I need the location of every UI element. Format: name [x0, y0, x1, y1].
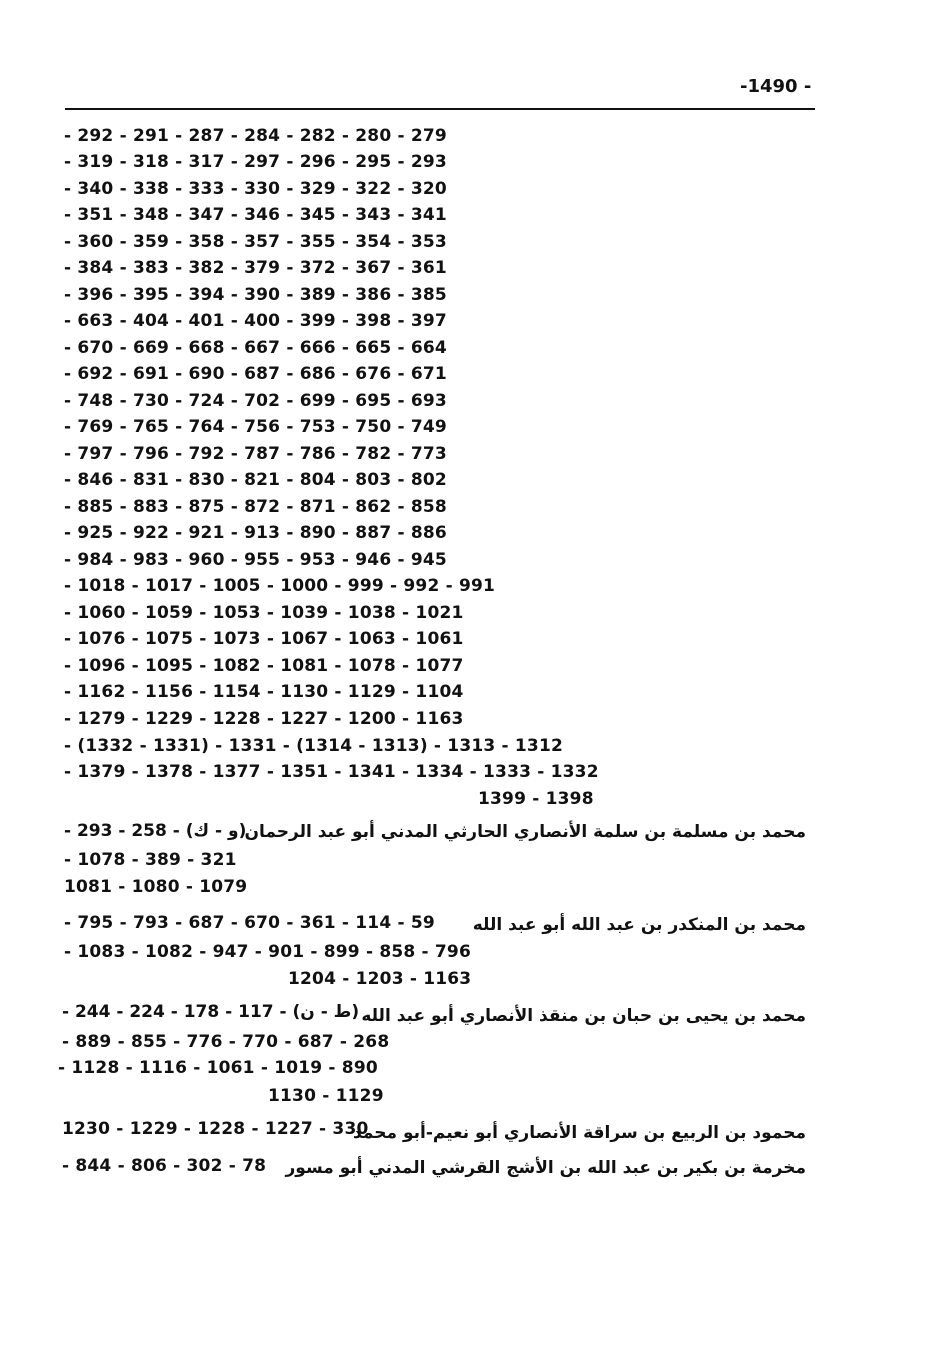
- narrator-name: مخرمة بن بكير بن عبد الله بن الأشج القرشي المدني أبو مسور: [285, 1158, 806, 1178]
- narrator-name: محمد بن يحيى بن حبان بن منقذ الأنصاري أبو عبد الله: [361, 1006, 806, 1026]
- number-line: 1204 - 1203 - 1163: [288, 969, 472, 989]
- number-line: - 340 - 338 - 333 - 330 - 329 - 322 - 320: [64, 179, 447, 199]
- number-line: - 244 - 224 - 178 - 117 - (ط - ن): [62, 1002, 360, 1022]
- number-line: - 692 - 691 - 690 - 687 - 686 - 676 - 671: [64, 364, 447, 384]
- narrator-name: محمود بن الربيع بن سراقة الأنصاري أبو نعيم-أبو محمد: [353, 1123, 806, 1143]
- number-line: - 984 - 983 - 960 - 955 - 953 - 946 - 945: [64, 550, 447, 570]
- number-line: 1130 - 1129: [268, 1086, 384, 1106]
- number-line: - 292 - 291 - 287 - 284 - 282 - 280 - 279: [64, 126, 447, 146]
- narrator-name: محمد بن المنكدر بن عبد الله أبو عبد الله: [472, 915, 806, 935]
- number-line: - (1332 - 1331) - 1331 - (1314 - 1313) - 1313 - 1312: [64, 736, 564, 756]
- number-line: 1230 - 1229 - 1228 - 1227 - 330: [62, 1119, 369, 1139]
- number-line: - 797 - 796 - 792 - 787 - 786 - 782 - 773: [64, 444, 447, 464]
- number-line: - 670 - 669 - 668 - 667 - 666 - 665 - 664: [64, 338, 447, 358]
- number-line: - 319 - 318 - 317 - 297 - 296 - 295 - 293: [64, 152, 447, 172]
- number-line: - 384 - 383 - 382 - 379 - 372 - 367 - 361: [64, 258, 447, 278]
- number-line: - 1128 - 1116 - 1061 - 1019 - 890: [58, 1058, 378, 1078]
- narrator-name: محمد بن مسلمة بن سلمة الأنصاري الحارثي المدني أبو عبد الرحمان: [244, 822, 806, 842]
- number-line: 1399 - 1398: [478, 789, 594, 809]
- number-line: - 360 - 359 - 358 - 357 - 355 - 354 - 353: [64, 232, 447, 252]
- number-line: - 925 - 922 - 921 - 913 - 890 - 887 - 886: [64, 523, 447, 543]
- number-line: - 1076 - 1075 - 1073 - 1067 - 1063 - 1061: [64, 629, 464, 649]
- number-line: - 769 - 765 - 764 - 756 - 753 - 750 - 749: [64, 417, 447, 437]
- number-line: - 1018 - 1017 - 1005 - 1000 - 999 - 992 - 991: [64, 576, 496, 596]
- number-line: - 293 - 258 - (و - ك): [64, 821, 247, 841]
- number-line: - 663 - 404 - 401 - 400 - 399 - 398 - 397: [64, 311, 447, 331]
- number-line: - 1162 - 1156 - 1154 - 1130 - 1129 - 1104: [64, 682, 464, 702]
- number-line: - 1078 - 389 - 321: [64, 850, 237, 870]
- number-line: - 748 - 730 - 724 - 702 - 699 - 695 - 693: [64, 391, 447, 411]
- number-line: - 846 - 831 - 830 - 821 - 804 - 803 - 802: [64, 470, 447, 490]
- number-line: - 844 - 806 - 302 - 78: [62, 1156, 267, 1176]
- number-line: - 396 - 395 - 394 - 390 - 389 - 386 - 385: [64, 285, 447, 305]
- header-rule: [65, 108, 815, 110]
- number-line: - 1279 - 1229 - 1228 - 1227 - 1200 - 1163: [64, 709, 464, 729]
- number-line: - 885 - 883 - 875 - 872 - 871 - 862 - 858: [64, 497, 447, 517]
- page-number: -1490 -: [740, 76, 812, 97]
- number-line: - 795 - 793 - 687 - 670 - 361 - 114 - 59: [64, 913, 435, 933]
- number-line: - 889 - 855 - 776 - 770 - 687 - 268: [62, 1032, 390, 1052]
- number-line: - 1379 - 1378 - 1377 - 1351 - 1341 - 1334 - 1333 - 1332: [64, 762, 599, 782]
- number-line: - 1083 - 1082 - 947 - 901 - 899 - 858 - 796: [64, 942, 471, 962]
- number-line: 1081 - 1080 - 1079: [64, 877, 248, 897]
- number-line: - 351 - 348 - 347 - 346 - 345 - 343 - 341: [64, 205, 447, 225]
- number-line: - 1060 - 1059 - 1053 - 1039 - 1038 - 1021: [64, 603, 464, 623]
- number-line: - 1096 - 1095 - 1082 - 1081 - 1078 - 1077: [64, 656, 464, 676]
